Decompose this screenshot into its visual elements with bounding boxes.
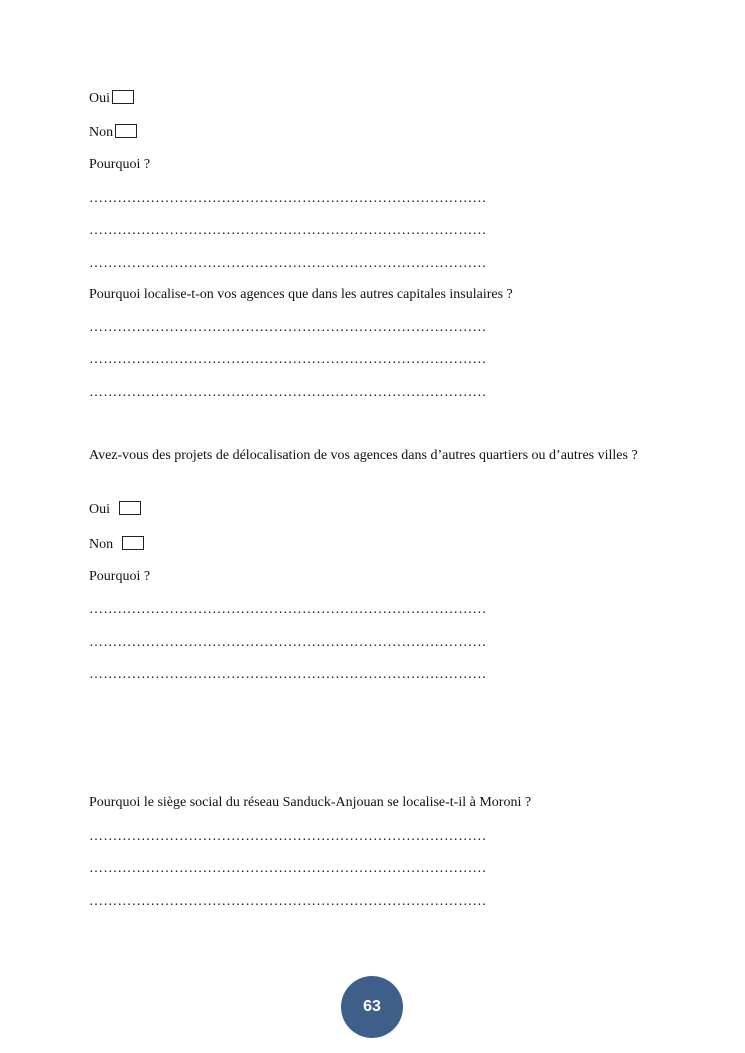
answer-line-2-3[interactable]: ………………………………………………………………………… <box>89 385 487 400</box>
question-relocation-projects: Avez-vous des projets de délocalisation de vos agences dans d’autres quartiers ou d’autres villes ? <box>89 448 638 463</box>
answer-line-1-1[interactable]: ………………………………………………………………………… <box>89 191 487 206</box>
page-number-badge: 63 <box>341 976 403 1038</box>
non-label-1: Non <box>89 125 114 140</box>
oui-label-2: Oui <box>89 502 110 517</box>
non-label-2: Non <box>89 537 114 552</box>
oui-checkbox-1[interactable] <box>112 90 134 104</box>
answer-line-3-2[interactable]: ………………………………………………………………………… <box>89 635 487 650</box>
pourquoi-label-2: Pourquoi ? <box>89 569 151 584</box>
answer-line-1-3[interactable]: ………………………………………………………………………… <box>89 256 487 271</box>
answer-line-2-1[interactable]: ………………………………………………………………………… <box>89 320 487 335</box>
answer-line-4-3[interactable]: ………………………………………………………………………… <box>89 894 487 909</box>
question-agencies-location: Pourquoi localise-t-on vos agences que dans les autres capitales insulaires ? <box>89 287 513 302</box>
answer-line-3-3[interactable]: ………………………………………………………………………… <box>89 667 487 682</box>
pourquoi-label-1: Pourquoi ? <box>89 157 151 172</box>
answer-line-1-2[interactable]: ………………………………………………………………………… <box>89 223 487 238</box>
answer-line-4-1[interactable]: ………………………………………………………………………… <box>89 829 487 844</box>
non-checkbox-2[interactable] <box>122 536 144 550</box>
oui-label-1: Oui <box>89 91 110 106</box>
answer-line-2-2[interactable]: ………………………………………………………………………… <box>89 352 487 367</box>
answer-line-3-1[interactable]: ………………………………………………………………………… <box>89 602 487 617</box>
oui-checkbox-2[interactable] <box>119 501 141 515</box>
non-checkbox-1[interactable] <box>115 124 137 138</box>
question-head-office-location: Pourquoi le siège social du réseau Sanduck-Anjouan se localise-t-il à Moroni ? <box>89 795 532 810</box>
answer-line-4-2[interactable]: ………………………………………………………………………… <box>89 861 487 876</box>
